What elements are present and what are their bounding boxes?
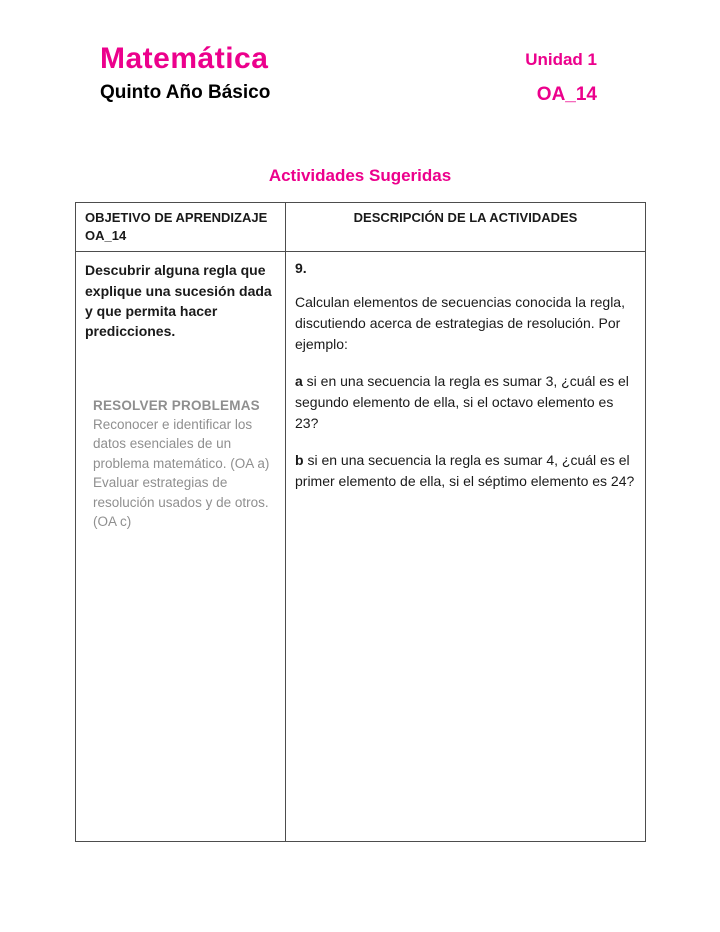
activity-intro: Calculan elementos de secuencias conocida la regla, discutiendo acerca de estrategias de resolución. Por ejemplo:: [295, 294, 625, 353]
activity-cell: [286, 252, 646, 842]
activity-item-a: [295, 371, 636, 434]
subject-title: Matemática: [100, 42, 269, 75]
activity-item-b: [295, 450, 636, 492]
document-header-right: [525, 50, 597, 106]
oa-code-label: OA_14: [536, 84, 597, 105]
skill-block: [85, 398, 276, 532]
item-a-label: a: [295, 373, 303, 390]
activities-table: [75, 202, 646, 842]
table-body-row: [76, 252, 646, 842]
objective-cell: [76, 252, 286, 842]
item-a-text: si en una secuencia la regla es sumar 3, ¿cuál es el segundo elemento de ella, si el octavo elemento es 23?: [295, 373, 629, 432]
grade-title: Quinto Año Básico: [100, 82, 271, 103]
document-header-left: [100, 42, 270, 104]
table-header-row: [76, 203, 646, 252]
objective-text: Descubrir alguna regla que explique una sucesión dada y que permita hacer predicciones.: [85, 262, 272, 340]
objective-column-header: OBJETIVO DE APRENDIZAJE OA_14: [76, 203, 286, 252]
item-b-label: b: [295, 452, 304, 469]
page-title: Actividades Sugeridas: [268, 166, 452, 185]
skill-title: RESOLVER PROBLEMAS: [93, 397, 260, 413]
item-b-text: si en una secuencia la regla es sumar 4, ¿cuál es el primer elemento de ella, si el séptimo elemento es 24?: [295, 452, 635, 490]
description-column-header: DESCRIPCIÓN DE LA ACTIVIDADES: [286, 203, 646, 252]
activity-number: 9.: [295, 260, 307, 277]
unit-label: Unidad 1: [525, 50, 597, 69]
skill-description: Reconocer e identificar los datos esenciales de un problema matemático. (OA a) Evaluar estrategias de resolución usados y de otros. (OA c): [93, 416, 270, 530]
